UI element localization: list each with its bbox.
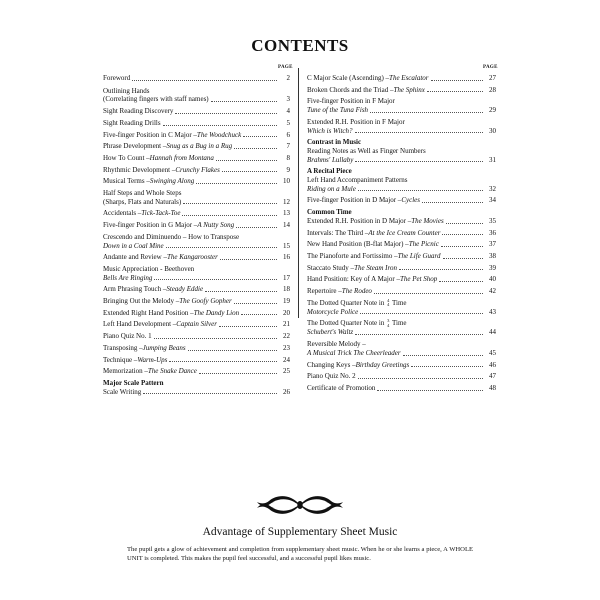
dot-leader: [446, 223, 483, 224]
page-number: 5: [286, 118, 290, 127]
piece-title: A Nutty Song: [197, 221, 235, 230]
dot-leader: [374, 293, 483, 294]
entry-title: Crescendo and Diminuendo – How to Transpose: [103, 232, 240, 241]
piece-title: Steady Eddie: [166, 285, 204, 294]
entry-subtitle-row: [307, 185, 496, 194]
entry-title: Staccato Study –: [307, 263, 355, 272]
piece-title: Bells Are Ringing: [103, 273, 153, 282]
entry-title: Changing Keys –: [307, 360, 356, 369]
entry-subtitle-row: [307, 106, 496, 115]
entry-title: Music Appreciation - Beethoven: [103, 264, 195, 273]
toc-entry: [307, 147, 496, 164]
entry-subtitle-row: [307, 328, 496, 337]
piece-title: Motorcycle Police: [307, 307, 359, 316]
page-number: 18: [283, 285, 290, 294]
toc-entry: [103, 119, 290, 128]
toc-entry: [103, 297, 290, 306]
dot-leader: [443, 258, 483, 259]
toc-entry: [307, 217, 496, 226]
toc-entry: [103, 388, 290, 397]
piece-title: The Goofy Gopher: [179, 297, 232, 306]
toc-entry: [103, 309, 290, 318]
page-number: 48: [489, 383, 496, 392]
entry-title: Accidentals –: [103, 209, 142, 218]
toc-entry: [307, 176, 496, 193]
toc-entry: [103, 265, 290, 282]
toc-entry: [307, 229, 496, 238]
toc-entry: [103, 87, 290, 104]
toc-entry: [103, 154, 290, 163]
page-number: 37: [489, 240, 496, 249]
toc-entry: [307, 97, 496, 114]
toc-entry: [307, 384, 496, 393]
toc-entry: [103, 166, 290, 175]
entry-title: Five-finger Position in F Major: [307, 97, 395, 106]
piece-title: Riding on a Mule: [307, 184, 356, 193]
piece-title: The Picnic: [408, 240, 439, 249]
section-heading: Common Time: [307, 208, 352, 217]
piece-title: The Sphinx: [393, 85, 425, 94]
entry-title: Five-finger Position in G Major –: [103, 221, 198, 230]
toc-entry: [307, 372, 496, 381]
toc-entry: [307, 275, 496, 284]
toc-entry: [103, 209, 290, 218]
piece-title: Schubert's Waltz: [307, 328, 354, 337]
page-number: 10: [283, 177, 290, 186]
entry-title: Rhythmic Development –: [103, 165, 176, 174]
toc-entry: [307, 361, 496, 370]
dot-leader: [182, 215, 277, 216]
toc-entry: [307, 86, 496, 95]
toc-entry: [307, 287, 496, 296]
entry-title: The Pianoforte and Fortissimo –: [307, 251, 398, 260]
piece-title: Birthday Greetings: [355, 360, 410, 369]
decorative-ornament: [255, 492, 345, 518]
entry-title: Intervals: The Third –: [307, 228, 369, 237]
page-number: 23: [283, 343, 290, 352]
entry-title: The Dotted Quarter Note in 3 4 Time: [307, 318, 407, 328]
page-title: CONTENTS: [251, 36, 349, 55]
time-numerator: 3: [387, 318, 390, 324]
entry-title: Certificate of Promotion: [307, 383, 376, 392]
entry-subtitle-row: [307, 308, 496, 317]
entry-title: Five-finger Position in D Major –: [307, 196, 402, 205]
dot-leader: [219, 326, 277, 327]
dot-leader: [422, 202, 483, 203]
advantage-title: Advantage of Supplementary Sheet Music: [202, 526, 398, 538]
entry-title: Reversible Melody –: [307, 340, 366, 349]
toc-entry: [307, 299, 496, 317]
dot-leader: [358, 190, 483, 191]
entry-title: Technique –: [103, 355, 138, 364]
entry-subtitle-row: [103, 198, 290, 207]
toc-entry: [307, 264, 496, 273]
page-number: 22: [283, 332, 290, 341]
dot-leader: [175, 113, 277, 114]
page-number: 3: [286, 95, 290, 104]
section-heading: A Recital Piece: [307, 167, 352, 176]
page-number: 42: [489, 287, 496, 296]
contents-right-column: [307, 74, 496, 393]
toc-entry: [103, 253, 290, 262]
piece-title: The Movies: [411, 216, 444, 225]
toc-entry: [103, 177, 290, 186]
entry-title: Left Hand Accompaniment Patterns: [307, 176, 408, 185]
dot-leader: [166, 247, 277, 248]
page-number: 38: [489, 251, 496, 260]
page-number: 36: [489, 228, 496, 237]
dot-leader: [220, 259, 277, 260]
entry-title: Sight Reading Drills: [103, 118, 161, 127]
page-number: 28: [489, 85, 496, 94]
piece-title: Snug as a Bug in a Rug: [166, 142, 233, 151]
dot-leader: [241, 314, 277, 315]
toc-entry: [103, 285, 290, 294]
entry-subtitle-row: [307, 349, 496, 358]
contents-left-column: [103, 74, 290, 396]
time-signature: [387, 299, 389, 308]
page-number: 30: [489, 126, 496, 135]
piece-title: The Steam Iron: [354, 263, 397, 272]
dot-leader: [132, 80, 277, 81]
page-column-header-right: PAGE: [483, 65, 498, 70]
entry-subtitle-row: [307, 156, 496, 165]
entry-title: Piano Quiz No. 2: [307, 372, 356, 381]
time-signature: [387, 319, 389, 328]
entry-title: Andante and Review –: [103, 253, 167, 262]
piece-title: Warm-Ups: [137, 355, 168, 364]
advantage-text: The pupil gets a glow of achievement and completion from supplementary sheet music. When he or she learns a piece, A WHOLE UNIT is completed. This makes the pupil feel successful, and a successful pupil likes music.: [127, 546, 473, 562]
page-number: 17: [283, 273, 290, 282]
piece-title: Hannah from Montana: [149, 153, 214, 162]
entry-title: The Dotted Quarter Note in 4 4 Time: [307, 297, 407, 308]
toc-entry: [103, 332, 290, 341]
entry-title: Scale Writing: [103, 387, 142, 396]
page-number: 35: [489, 216, 496, 225]
toc-entry: [103, 131, 290, 140]
dot-leader: [441, 246, 483, 247]
piece-title: Swinging Along: [149, 177, 195, 186]
page-number: 6: [286, 130, 290, 139]
dot-leader: [439, 281, 483, 282]
toc-entry: [103, 74, 290, 83]
entry-title: How To Count –: [103, 153, 150, 162]
dot-leader: [358, 378, 483, 379]
dot-leader: [236, 227, 277, 228]
piece-title: Crunchy Flakes: [175, 165, 220, 174]
entry-title: (Correlating fingers with staff names): [103, 95, 209, 104]
page-column-header-left: PAGE: [278, 65, 293, 70]
piece-title: A Musical Trick The Cheerleader: [307, 348, 401, 357]
piece-title: At the Ice Cream Counter: [368, 228, 441, 237]
toc-entry: [307, 252, 496, 261]
entry-title: New Hand Position (B-flat Major) –: [307, 240, 409, 249]
page-number: 12: [283, 197, 290, 206]
piece-title: Tick-Tack-Toe: [141, 209, 181, 218]
dot-leader: [431, 80, 483, 81]
entry-title: Phrase Development –: [103, 142, 167, 151]
dot-leader: [222, 171, 277, 172]
entry-title: Piano Quiz No. 1: [103, 332, 152, 341]
dot-leader: [370, 112, 483, 113]
entry-title: Transposing –: [103, 343, 143, 352]
piece-title: The Snake Dance: [147, 367, 197, 376]
dot-leader: [399, 269, 483, 270]
time-denominator: 4: [387, 322, 390, 328]
toc-entry: [103, 221, 290, 230]
toc-entry: [103, 142, 290, 151]
entry-title: Broken Chords and the Triad –: [307, 85, 394, 94]
piece-title: The Kangarooster: [166, 253, 218, 262]
dot-leader: [355, 161, 483, 162]
entry-title: Reading Notes as Well as Finger Numbers: [307, 146, 426, 155]
page-number: 44: [489, 328, 496, 337]
entry-title: Foreword: [103, 74, 131, 82]
dot-leader: [427, 91, 483, 92]
piece-title: The Rodeo: [341, 287, 372, 296]
piece-title: Down in a Coal Mine: [103, 241, 164, 250]
page-number: 13: [283, 209, 290, 218]
piece-title: Captain Silver: [176, 320, 217, 329]
piece-title: The Pet Shop: [399, 275, 438, 284]
section-heading: Contrast in Music: [307, 138, 362, 147]
toc-entry: [307, 319, 496, 337]
page-number: 9: [286, 165, 290, 174]
dot-leader: [205, 291, 277, 292]
toc-entry: [103, 107, 290, 116]
page-number: 27: [489, 74, 496, 82]
dot-leader: [243, 136, 277, 137]
page-number: 26: [283, 387, 290, 396]
piece-title: The Escalator: [389, 74, 429, 82]
entry-title: Musical Terms –: [103, 177, 150, 186]
entry-subtitle-row: [103, 242, 290, 251]
dot-leader: [216, 160, 277, 161]
entry-title: (Sharps, Flats and Naturals): [103, 197, 182, 206]
toc-entry: [307, 118, 496, 135]
dot-leader: [169, 361, 277, 362]
page-number: 32: [489, 184, 496, 193]
time-denominator: 4: [387, 302, 390, 308]
toc-entry: [103, 356, 290, 365]
entry-title: Hand Position: Key of A Major –: [307, 275, 400, 284]
dot-leader: [199, 373, 277, 374]
page-number: 43: [489, 307, 496, 316]
page-number: 34: [489, 196, 496, 205]
page-number: 25: [283, 367, 290, 376]
toc-entry: [307, 340, 496, 357]
page-number: 47: [489, 372, 496, 381]
page-number: 4: [286, 107, 290, 116]
dot-leader: [234, 148, 277, 149]
dot-leader: [355, 334, 483, 335]
piece-title: The Dandy Lion: [193, 308, 240, 317]
toc-entry: [103, 344, 290, 353]
toc-entry: [103, 320, 290, 329]
dot-leader: [211, 101, 277, 102]
page-number: 24: [283, 355, 290, 364]
piece-title: Brahms' Lullaby: [307, 155, 354, 164]
entry-title: Left Hand Development –: [103, 320, 177, 329]
entry-title: Arm Phrasing Touch –: [103, 285, 167, 294]
entry-title: Sight Reading Discovery: [103, 107, 174, 116]
page-number: 31: [489, 155, 496, 164]
entry-title: Extended R.H. Position in F Major: [307, 117, 405, 126]
page-number: 21: [283, 320, 290, 329]
entry-subtitle-row: [103, 274, 290, 283]
entry-title: Memorization –: [103, 367, 148, 376]
page-number: 14: [283, 221, 290, 230]
dot-leader: [360, 313, 483, 314]
piece-title: Cycles: [401, 196, 420, 205]
toc-entry: [103, 233, 290, 250]
entry-title: Half Steps and Whole Steps: [103, 189, 182, 198]
dot-leader: [442, 234, 483, 235]
entry-title: Extended Right Hand Position –: [103, 308, 194, 317]
toc-entry: [103, 189, 290, 206]
dot-leader: [188, 350, 277, 351]
entry-title: Bringing Out the Melody –: [103, 297, 180, 306]
page-number: 40: [489, 275, 496, 284]
entry-title: Five-finger Position in C Major –: [103, 130, 197, 139]
dot-leader: [411, 366, 483, 367]
piece-title: Jumping Beans: [142, 343, 186, 352]
page-number: 2: [286, 74, 290, 82]
page-number: 20: [283, 308, 290, 317]
toc-entry: [307, 196, 496, 205]
dot-leader: [403, 355, 483, 356]
piece-title: The Life Guard: [397, 251, 441, 260]
dot-leader: [355, 132, 484, 133]
page-number: 16: [283, 253, 290, 262]
piece-title: Which is Witch?: [307, 126, 353, 135]
entry-subtitle-row: [103, 95, 290, 104]
page-number: 46: [489, 360, 496, 369]
entry-title: Outlining Hands: [103, 86, 150, 95]
dot-leader: [143, 393, 277, 394]
column-divider: [298, 68, 299, 318]
dot-leader: [163, 125, 277, 126]
page-number: 8: [286, 153, 290, 162]
dot-leader: [183, 203, 277, 204]
section-heading: Major Scale Pattern: [103, 378, 164, 387]
dot-leader: [154, 279, 277, 280]
toc-entry: [307, 240, 496, 249]
page-number: 7: [286, 142, 290, 151]
entry-title: C Major Scale (Ascending) –: [307, 74, 390, 82]
toc-entry: [103, 367, 290, 376]
dot-leader: [377, 390, 483, 391]
page-number: 39: [489, 263, 496, 272]
page-number: 45: [489, 348, 496, 357]
toc-entry: [307, 74, 496, 83]
time-numerator: 4: [387, 297, 390, 303]
dot-leader: [234, 303, 277, 304]
page-number: 29: [489, 106, 496, 115]
dot-leader: [154, 338, 277, 339]
entry-subtitle-row: [307, 127, 496, 136]
dot-leader: [196, 183, 277, 184]
entry-title: Repertoire –: [307, 287, 342, 296]
piece-title: Tune of the Tuna Fish: [307, 106, 369, 115]
page-number: 15: [283, 241, 290, 250]
entry-title: Extended R.H. Position in D Major –: [307, 216, 412, 225]
page-number: 19: [283, 297, 290, 306]
piece-title: The Woodchuck: [196, 130, 242, 139]
